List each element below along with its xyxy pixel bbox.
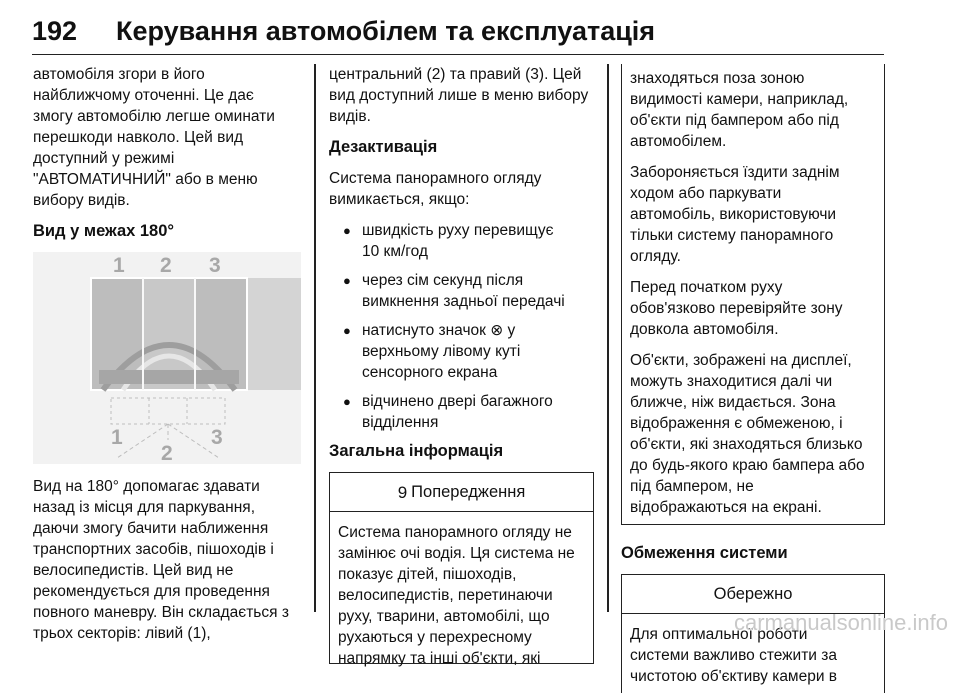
text-line: об'єкти під бампером або під: [630, 112, 839, 129]
intro-paragraph: [33, 64, 301, 211]
view-diagram: [33, 252, 301, 464]
text-line: вимикається, якщо:: [329, 191, 470, 208]
text-line: ходом або паркувати: [630, 185, 782, 202]
text-line: швидкість руху перевищує: [362, 222, 554, 239]
warning-box-continued: [621, 64, 885, 525]
page-title: Керування автомобілем та експлуатація: [116, 16, 656, 46]
text-line: Перед початком руху: [630, 279, 783, 296]
text-line: показує дітей, пішоходів,: [338, 566, 517, 583]
text-line: огляду.: [630, 248, 681, 265]
text-line: верхньому лівому куті: [362, 343, 521, 360]
text-line: центральний (2) та правий (3). Цей: [329, 66, 582, 83]
figure-label: 3: [209, 254, 221, 277]
text-line: автомобілем.: [630, 133, 727, 150]
text-line: можуть знаходитися далі чи: [630, 373, 833, 390]
column-divider: [314, 64, 316, 612]
column-divider: [607, 64, 609, 612]
section-heading-system-limits: Обмеження системи: [621, 544, 788, 562]
caution-title: Обережно: [713, 584, 793, 603]
text-line: велосипедистів, перетинаючи: [338, 587, 553, 604]
warning-paragraph: [630, 68, 876, 152]
text-line: Об'єкти, зображені на дисплеї,: [630, 352, 852, 369]
text-line: назад із місця для паркування,: [33, 499, 255, 516]
column-middle: [329, 64, 594, 667]
text-line: Забороняється їздити заднім: [630, 164, 840, 181]
list-item: [329, 391, 594, 433]
text-line: доступний у режимі: [33, 150, 175, 167]
text-line: об'єкти, які знаходяться близько: [630, 436, 863, 453]
text-line: відділення: [362, 414, 439, 431]
text-line: даючи змогу бачити наближення: [33, 520, 269, 537]
warning-box-body: [330, 512, 593, 669]
figure-label: 3: [211, 426, 223, 449]
text-line: натиснуто значок ⊗ у: [362, 322, 516, 339]
text-line: видів.: [329, 108, 371, 125]
column-right: [621, 64, 885, 693]
figure-label: 1: [111, 426, 123, 449]
text-line: Система панорамного огляду: [329, 170, 542, 187]
figure-label: 2: [160, 254, 172, 277]
text-line: сенсорного екрана: [362, 364, 498, 381]
text-line: знаходяться поза зоною: [630, 70, 805, 87]
figure-label: 1: [113, 254, 125, 277]
warning-paragraph: [630, 350, 876, 518]
page-number: 192: [32, 16, 78, 46]
column-left: [33, 64, 301, 654]
section-heading-deactivation: Дезактивація: [329, 138, 438, 156]
text-line: тільки систему панорамного: [630, 227, 834, 244]
deactivation-list: [329, 220, 594, 433]
text-line: найближчому оточенні. Це дає: [33, 87, 254, 104]
text-line: ближче, ніж видається. Зона: [630, 394, 836, 411]
text-line: Вид на 180° допомагає здавати: [33, 478, 260, 495]
text-line: до будь-якого краю бампера або: [630, 457, 865, 474]
text-line: під бампером, не: [630, 478, 754, 495]
text-line: автомобіля згори в його: [33, 66, 205, 83]
text-line: транспортних засобів, пішоходів і: [33, 541, 274, 558]
text-line: рекомендується для проведення: [33, 583, 270, 600]
text-line: трьох секторів: лівий (1),: [33, 625, 211, 642]
text-line: повного маневру. Він складається з: [33, 604, 289, 621]
warning-icon: 9: [397, 482, 408, 502]
text-line: "АВТОМАТИЧНИЙ" або в меню: [33, 171, 258, 188]
list-item: [329, 220, 594, 262]
section-heading-general-info: Загальна інформація: [329, 442, 504, 460]
text-line: вид доступний лише в меню вибору: [329, 87, 589, 104]
watermark: carmanualsonline.info: [733, 610, 948, 635]
text-line: довкола автомобіля.: [630, 321, 779, 338]
text-line: рухаються у перехресному: [338, 629, 532, 646]
warning-title: Попередження: [411, 482, 526, 501]
text-line: чистотою об'єктиву камери в: [630, 668, 838, 685]
text-line: напрямку та інші об'єкти, які: [338, 650, 541, 667]
text-line: відображаються на екрані.: [630, 499, 822, 516]
text-line: видимості камери, наприклад,: [630, 91, 849, 108]
text-line: замінює очі водія. Ця система не: [338, 545, 575, 562]
text-line: системи важливо стежити за: [630, 647, 838, 664]
text-line: перешкоди навколо. Цей вид: [33, 129, 244, 146]
intro-paragraph: [329, 64, 594, 127]
camera-view-illustration: [33, 252, 301, 464]
text-line: 10 км/год: [362, 243, 428, 260]
warning-paragraph: [630, 162, 876, 267]
text-line: автомобіль, використовуючи: [630, 206, 837, 223]
text-line: руху, тварини, автомобілі, що: [338, 608, 550, 625]
deactivation-intro: [329, 168, 594, 210]
warning-paragraph: [630, 277, 876, 340]
list-item: [329, 320, 594, 383]
section-heading-180-view: Вид у межах 180°: [33, 222, 175, 240]
page-header: [32, 14, 884, 55]
text-line: велосипедистів. Цей вид не: [33, 562, 234, 579]
text-line: вибору видів.: [33, 192, 130, 209]
text-line: відображення є обмеженою, і: [630, 415, 843, 432]
text-line: через сім секунд після: [362, 272, 524, 289]
text-line: Система панорамного огляду не: [338, 524, 572, 541]
text-line: Для оптимальної роботи: [630, 626, 808, 643]
text-line: відчинено двері багажного: [362, 393, 553, 410]
caution-box-header: [622, 575, 884, 614]
body-paragraph: [33, 476, 301, 644]
warning-box-header: [330, 473, 593, 512]
warning-box: [329, 472, 594, 667]
text-line: вимкнення задньої передачі: [362, 293, 565, 310]
list-item: [329, 270, 594, 312]
figure-label: 2: [161, 442, 173, 464]
text-line: змогу автомобілю легше оминати: [33, 108, 275, 125]
text-line: обов'язково перевіряйте зону: [630, 300, 843, 317]
